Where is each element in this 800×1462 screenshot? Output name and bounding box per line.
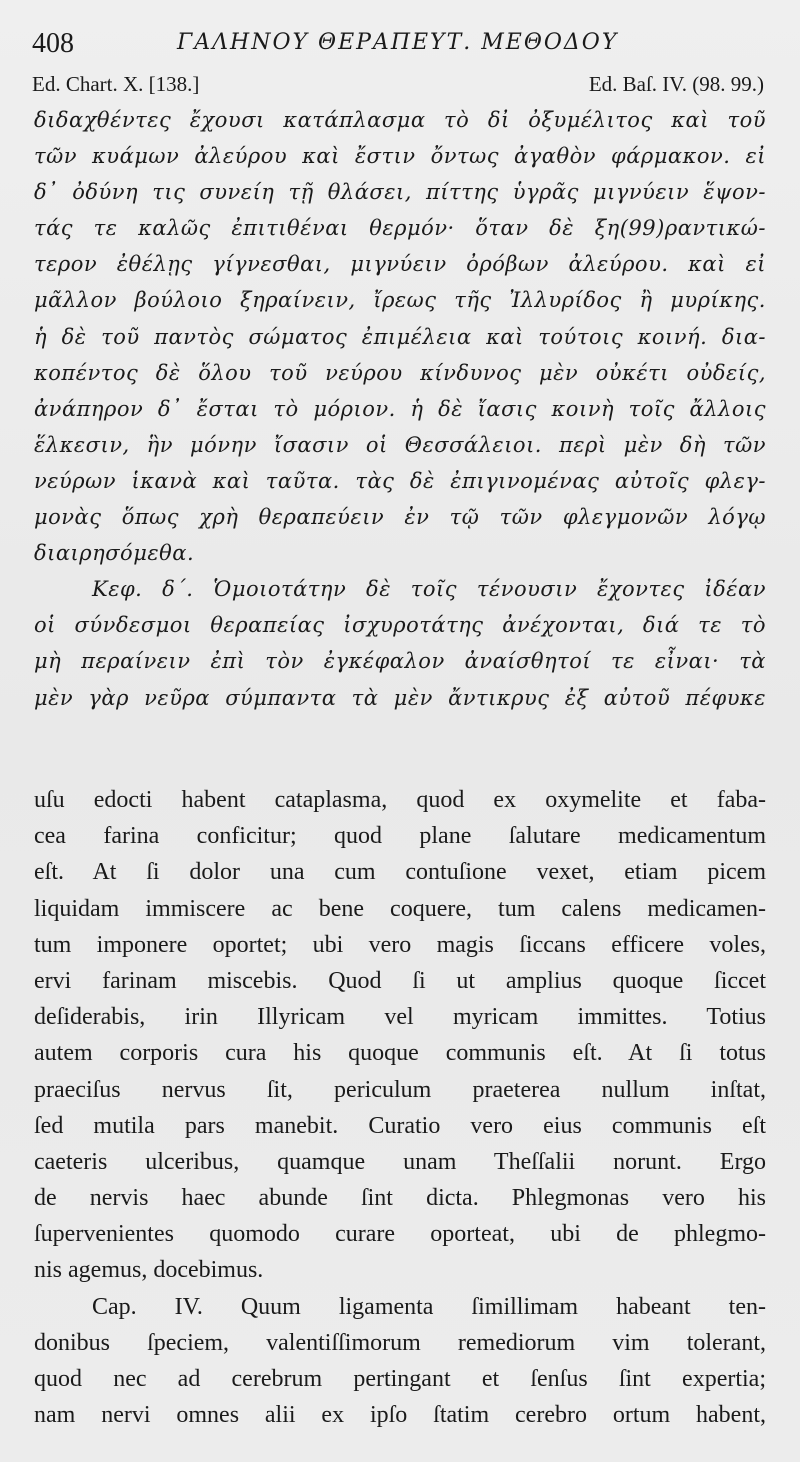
running-title: ΓΑΛΗΝΟΥ ΘΕΡΑΠΕΥΤ. ΜΕΘΟΔΟΥ (177, 30, 619, 55)
greek-line: τῶν κυάμων ἀλεύρου καὶ ἔστιν ὄντως ἀγαθὸν φάρμακον. εἰ (34, 144, 766, 169)
greek-line: τερον ἐθέλῃς γίγνεσθαι, μιγνύειν ὀρόβων ἀλεύρου. καὶ εἰ (34, 252, 766, 277)
page-number: 408 (32, 28, 74, 59)
greek-line: μᾶλλον βούλοιο ξηραίνειν, ἴρεως τῆς Ἰλλυρίδος ἢ μυρίκης. (34, 288, 766, 313)
latin-line: uſu edocti habent cataplasma, quod ex oxymelite et faba- (34, 787, 766, 813)
latin-line: liquidam immiscere ac bene coquere, tum calens medicamen- (34, 895, 766, 922)
latin-line: donibus ſpeciem, valentiſſimorum remediorum vim tolerant, (34, 1329, 766, 1356)
page-header (32, 22, 764, 62)
greek-chapter-heading-line: Κεφ. δ΄. Ὁμοιοτάτην δὲ τοῖς τένουσιν ἔχοντες ἰδέαν (92, 577, 766, 602)
greek-line: κοπέντος δὲ ὅλου τοῦ νεύρου κίνδυνος μὲν οὐκέτι οὐδείς, (34, 360, 766, 385)
latin-line: ſupervenientes quomodo curare oporteat, ubi de phlegmo- (34, 1221, 766, 1248)
latin-line: autem corporis cura his quoque communis eſt. At ſi totus (34, 1040, 766, 1067)
greek-line: μονὰς ὅπως χρὴ θεραπεύειν ἐν τῷ τῶν φλεγμονῶν λόγῳ (34, 505, 766, 530)
latin-line: cea farina conficitur; quod plane ſalutare medicamentum (34, 823, 766, 850)
greek-line: μὲν γὰρ νεῦρα σύμπαντα τὰ μὲν ἄντικρυς ἐξ αὐτοῦ πέφυκε (34, 685, 766, 710)
edition-references (32, 72, 764, 102)
latin-line: deſiderabis, irin Illyricam vel myricam immittes. Totius (34, 1004, 766, 1031)
greek-line: οἱ σύνδεσμοι θεραπείας ἰσχυροτάτης ἀνέχονται, διά τε τὸ (34, 613, 766, 638)
greek-text-block (34, 102, 766, 716)
edition-chart-reference: Ed. Chart. X. [138.] (32, 72, 200, 96)
edition-basel-reference: Ed. Baſ. IV. (98. 99.) (588, 72, 764, 96)
greek-line: τάς τε καλῶς ἐπιτιθέναι θερμόν· ὅταν δὲ ξη(99)ραντικώ- (34, 216, 766, 241)
greek-line: ἀνάπηρον δ᾽ ἔσται τὸ μόριον. ἡ δὲ ἴασις κοινὴ τοῖς ἄλλοις (34, 396, 766, 421)
latin-line: tum imponere oportet; ubi vero magis ſiccans efficere voles, (34, 931, 766, 958)
greek-line: ἡ δὲ τοῦ παντὸς σώματος ἐπιμέλεια καὶ τούτοις κοινή. δια- (34, 324, 766, 349)
greek-line: διαιρησόμεθα. (34, 541, 195, 566)
latin-chapter-heading-line: Cap. IV. Quum ligamenta ſimillimam habeant ten- (92, 1293, 766, 1320)
latin-line: eſt. At ſi dolor una cum contuſione vexet, etiam picem (34, 859, 766, 886)
latin-line: praeciſus nervus ſit, periculum praeterea nullum inſtat, (34, 1076, 766, 1103)
latin-line: ſed mutila pars manebit. Curatio vero eius communis eſt (34, 1112, 766, 1139)
latin-text-block (34, 782, 766, 1433)
latin-line: de nervis haec abunde ſint dicta. Phlegmonas vero his (34, 1185, 766, 1212)
greek-line: δ᾽ ὀδύνη τις συνείη τῇ θλάσει, πίττης ὑγρᾶς μιγνύειν ἕψον- (34, 180, 766, 205)
latin-line: nis agemus, docebimus. (34, 1257, 264, 1284)
greek-line: διδαχθέντες ἔχουσι κατάπλασμα τὸ δἰ ὀξυμέλιτος καὶ τοῦ (34, 108, 766, 132)
latin-line: caeteris ulceribus, quamque unam Theſſalii norunt. Ergo (34, 1148, 766, 1175)
greek-line: ἕλκεσιν, ἣν μόνην ἴσασιν οἱ Θεσσάλειοι. περὶ μὲν δὴ τῶν (34, 432, 766, 457)
greek-line: νεύρων ἱκανὰ καὶ ταῦτα. τὰς δὲ ἐπιγινομένας αὐτοῖς φλεγ- (34, 468, 766, 493)
latin-line: ervi farinam miscebis. Quod ſi ut amplius quoque ſiccet (34, 967, 766, 994)
latin-line: quod nec ad cerebrum pertingant et ſenſus ſint expertia; (34, 1366, 766, 1392)
latin-line: nam nervi omnes alii ex ipſo ſtatim cerebro ortum habent, (34, 1402, 766, 1429)
greek-line: μὴ περαίνειν ἐπὶ τὸν ἐγκέφαλον ἀναίσθητοί τε εἶναι· τὰ (34, 649, 766, 674)
